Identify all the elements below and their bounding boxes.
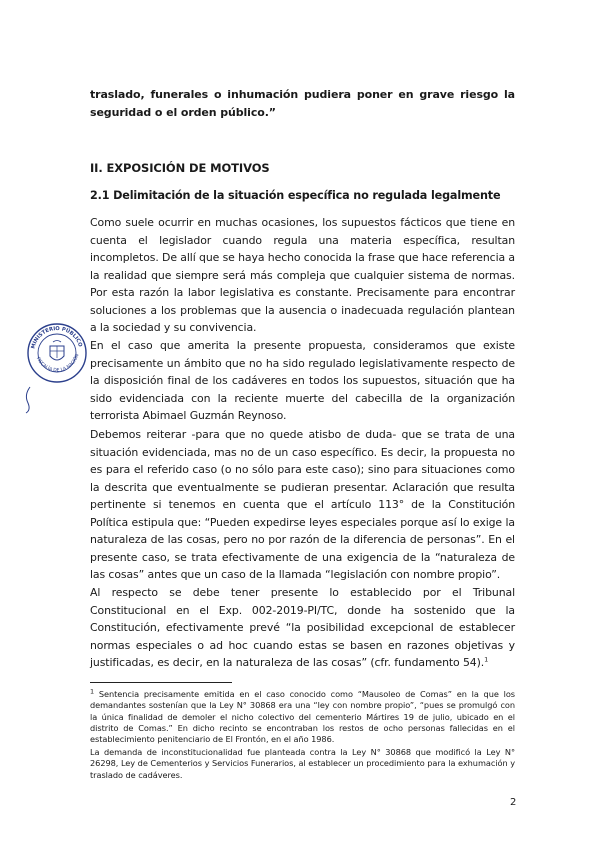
footnote-reference: 1: [484, 655, 489, 664]
paragraph-4: [90, 584, 515, 672]
footnote-continuation: La demanda de inconstitucionalidad fue planteada contra la Ley N° 30868 que modificó la Ley N° 26298, Ley de Cementerios y Servicios Funerarios, al establecer un procedimiento para la exhumación y traslado de cadáveres.: [90, 747, 515, 780]
footnote-number: 1: [90, 687, 95, 696]
paragraph-3: Debemos reiterar -para que no quede atisbo de duda- que se trata de una situación evidenciada, mas no de un caso específico. Es decir, la propuesta no es para el referido caso (o no sólo para este caso); sino para situaciones como la descrita que eventualmente se pudieran presentar. Aclaración que resulta pertinente si tenemos en cuenta que el artículo 113° de la Constitución Política estipula que: “Pueden expedirse leyes especiales porque así lo exige la naturaleza de las cosas, pero no por razón de la diferencia de personas”. En el presente caso, se trata efectivamente de una exigencia de la “naturaleza de las cosas” antes que un caso de la llamada “legislación con nombre propio”.: [90, 428, 515, 581]
official-seal-icon: [26, 322, 88, 384]
svg-text:MINISTERIO PÚBLICO: MINISTERIO PÚBLICO: [30, 325, 84, 350]
footnote-divider: [90, 682, 232, 683]
footnote-1: [90, 689, 515, 745]
quote-ending: traslado, funerales o inhumación pudiera poner en grave riesgo la seguridad o el orden público.”: [90, 88, 515, 119]
paragraph-1: Como suele ocurrir en muchas ocasiones, los supuestos fácticos que tiene en cuenta el legislador cuando regula una materia específica, resultan incompletos. De allí que se haya hecho conocida la frase que hace referencia a la realidad que siempre será más compleja que cualquier sistema de normas. Por esta razón la labor legislativa es constante. Precisamente para encontrar soluciones a los problemas que la ausencia o inadecuada regulación plantean a la sociedad y su convivencia.: [90, 216, 516, 334]
subsection-heading: 2.1 Delimitación de la situación específica no regulada legalmente: [90, 189, 501, 202]
margin-handwritten-mark: [20, 385, 40, 415]
paragraph-2: En el caso que amerita la presente propuesta, consideramos que existe precisamente un ámbito que no ha sido regulado legislativamente respecto de la disposición final de los cadáveres en todos los supuestos, situación que ha sido evidenciada con la reciente muerte del cabecilla de la organización terrorista Abimael Guzmán Reynoso.: [90, 339, 515, 422]
paragraph-4-text: Al respecto se debe tener presente lo establecido por el Tribunal Constitucional en el Exp. 002-2019-PI/TC, donde ha sostenido que la Constitución, efectivamente prevé “la posibilidad excepcional de establecer normas especiales o ad hoc cuando estas se basen en razones objetivas y justificadas, es decir, en la naturaleza de las cosas” (cfr. fundamento 54).: [90, 586, 515, 669]
footnote-text-1: Sentencia precisamente emitida en el caso conocido como “Mausoleo de Comas” en la que los demandantes sostenían que la Ley N° 30868 era una “ley con nombre propio”, “pues se promulgó con la única finalidad de demoler el nicho colectivo del cementerio Mártires 19 de julio, ubicado en el distrito de Comas.” En dicho recinto se encontraban los restos de ocho personas fallecidas en el establecimiento penitenciario de El Frontón, en el año 1986.: [90, 689, 516, 745]
section-heading: II. EXPOSICIÓN DE MOTIVOS: [90, 161, 270, 175]
svg-text:FISCALÍA DE LA NACIÓN: FISCALÍA DE LA NACIÓN: [34, 353, 81, 374]
page-number: 2: [510, 797, 517, 808]
